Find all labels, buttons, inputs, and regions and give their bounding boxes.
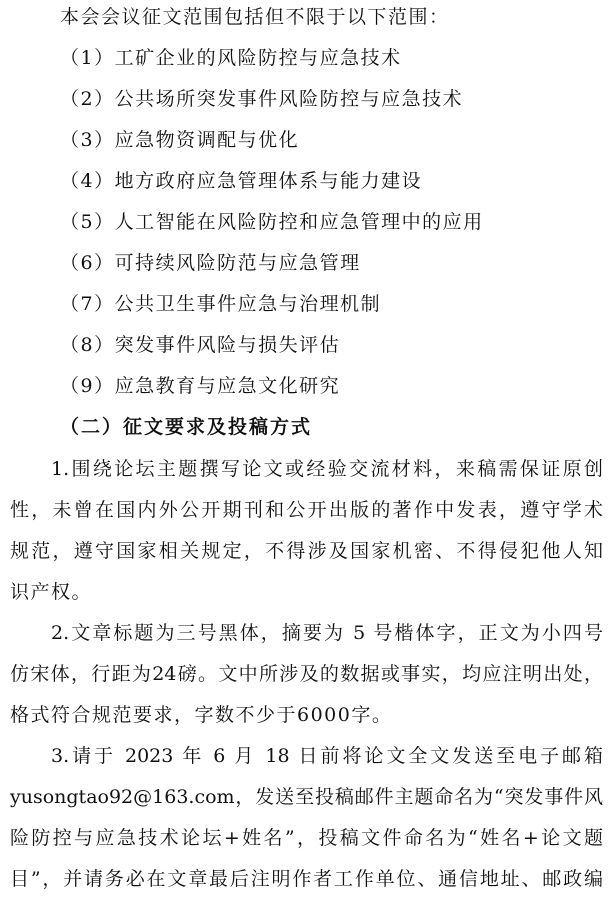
topic-item-5: （5）人工智能在风险防控和应急管理中的应用 bbox=[60, 211, 484, 233]
topic-item-3: （3）应急物资调配与优化 bbox=[60, 129, 300, 151]
requirement-3-line-4: 目”，并请务必在文章最后注明作者工作单位、通信地址、邮政编 bbox=[10, 868, 603, 890]
requirement-3-line-2: yusongtao92@163.com，发送至投稿邮件主题命名为“突发事件风 bbox=[10, 786, 603, 808]
topic-item-8: （8）突发事件风险与损失评估 bbox=[60, 334, 341, 356]
requirement-3-line-1: 3.请于 2023 年 6 月 18 日前将论文全文发送至电子邮箱 bbox=[51, 745, 603, 767]
requirement-1-line-2: 性，未曾在国内外公开期刊和公开出版的著作中发表，遵守学术 bbox=[10, 499, 603, 521]
requirement-3-line-3: 险防控与应急技术论坛+姓名”，投稿文件命名为“姓名+论文题 bbox=[10, 827, 603, 849]
section-heading: （二）征文要求及投稿方式 bbox=[60, 416, 313, 438]
topic-item-9: （9）应急教育与应急文化研究 bbox=[60, 375, 341, 397]
requirement-1-line-3: 规范，遵守国家相关规定，不得涉及国家机密、不得侵犯他人知 bbox=[10, 540, 603, 562]
requirement-2-line-1: 2.文章标题为三号黑体，摘要为 5 号楷体字，正文为小四号 bbox=[51, 622, 603, 644]
topic-item-1: （1）工矿企业的风险防控与应急技术 bbox=[60, 47, 402, 69]
topic-item-4: （4）地方政府应急管理体系与能力建设 bbox=[60, 170, 423, 192]
requirement-1-line-4: 识产权。 bbox=[10, 581, 93, 603]
requirement-2-line-2: 仿宋体，行距为24磅。文中所涉及的数据或事实，均应注明出处， bbox=[10, 663, 603, 685]
requirement-2-line-3: 格式符合规范要求，字数不少于6000字。 bbox=[10, 704, 393, 726]
topic-item-2: （2）公共场所突发事件风险防控与应急技术 bbox=[60, 88, 464, 110]
topic-item-6: （6）可持续风险防范与应急管理 bbox=[60, 252, 361, 274]
requirement-1-line-1: 1.围绕论坛主题撰写论文或经验交流材料，来稿需保证原创 bbox=[51, 458, 603, 480]
intro-text: 本会会议征文范围包括但不限于以下范围： bbox=[60, 6, 450, 28]
topic-item-7: （7）公共卫生事件应急与治理机制 bbox=[60, 293, 382, 315]
